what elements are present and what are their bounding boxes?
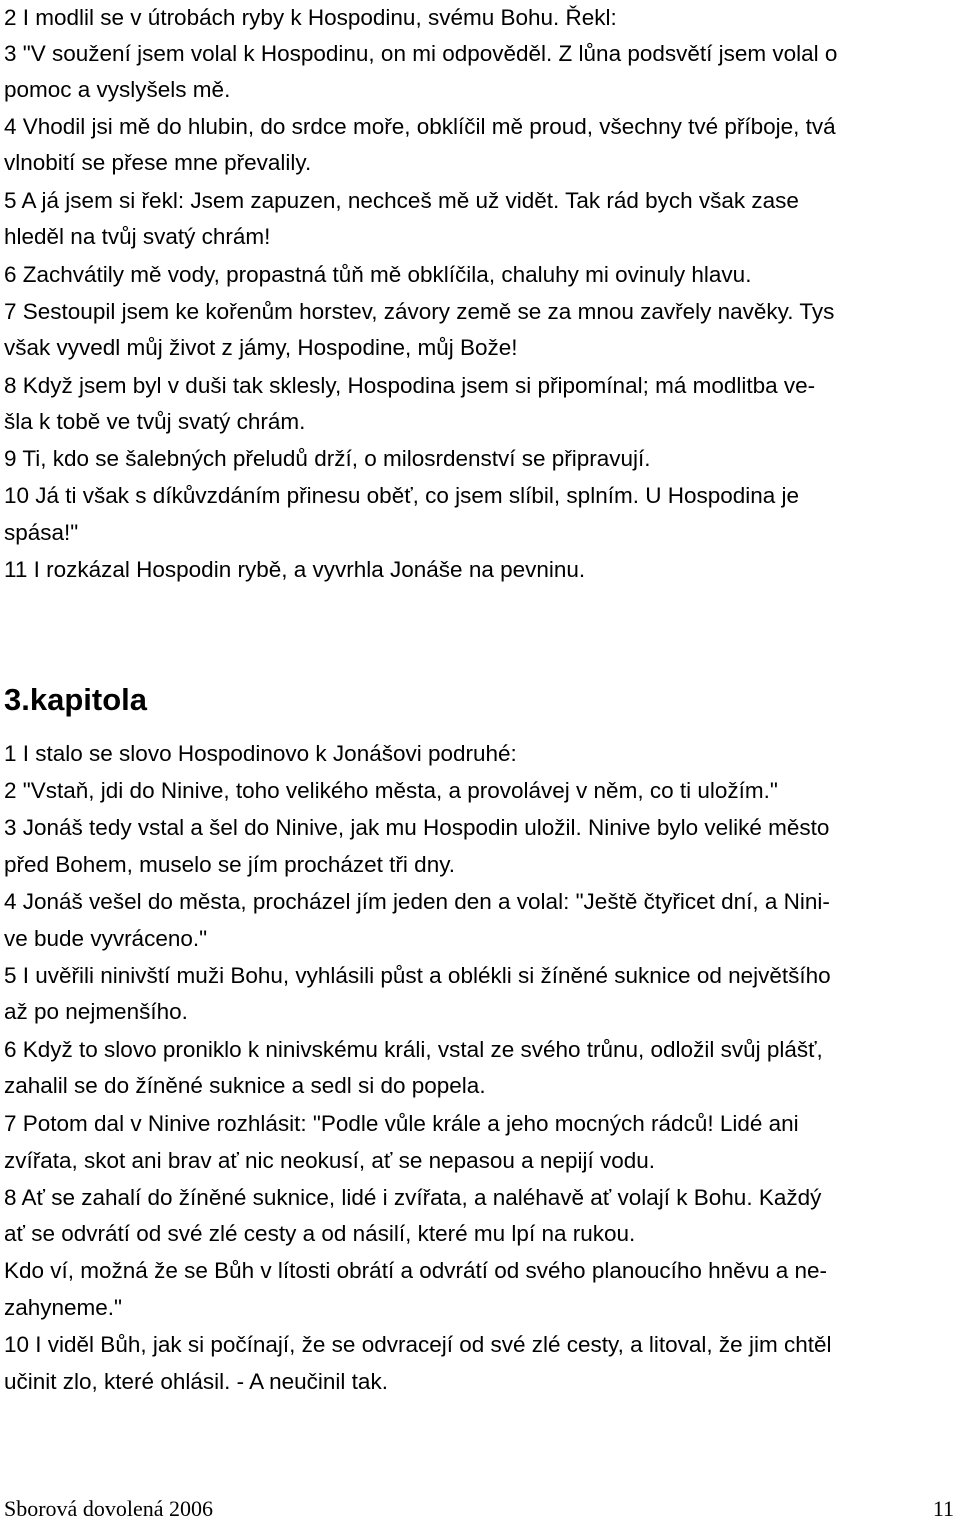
text-line: 7 Potom dal v Ninive rozhlásit: "Podle vůle krále a jeho mocných rádců! Lidé ani <box>4 1111 799 1136</box>
text-line: vlnobití se přese mne převalily. <box>4 150 312 175</box>
text-line: před Bohem, muselo se jím procházet tři dny. <box>4 852 456 877</box>
text-line: 5 I uvěřili ninivští muži Bohu, vyhlásili půst a oblékli si žíněné suknice od největšího <box>4 963 831 988</box>
text-line: pomoc a vyslyšels mě. <box>4 77 231 102</box>
text-line: 3 Jonáš tedy vstal a šel do Ninive, jak mu Hospodin uložil. Ninive bylo veliké město <box>4 815 830 840</box>
text-line: 2 I modlil se v útrobách ryby k Hospodinu, svému Bohu. Řekl: <box>4 5 617 30</box>
text-line: 1 I stalo se slovo Hospodinovo k Jonášovi podruhé: <box>4 741 517 766</box>
text-line: zahalil se do žíněné suknice a sedl si do popela. <box>4 1073 486 1098</box>
text-line: 7 Sestoupil jsem ke kořenům horstev, závory země se za mnou zavřely navěky. Tys <box>4 299 835 324</box>
text-line: 10 Já ti však s díkůvzdáním přinesu oběť, co jsem slíbil, splním. U Hospodina je <box>4 483 800 508</box>
text-line: 3 "V soužení jsem volal k Hospodinu, on mi odpověděl. Z lůna podsvětí jsem volal o <box>4 41 838 66</box>
text-line: 10 I viděl Bůh, jak si počínají, že se odvracejí od své zlé cesty, a litoval, že jim chtěl <box>4 1332 832 1357</box>
text-line: 5 A já jsem si řekl: Jsem zapuzen, nechceš mě už vidět. Tak rád bych však zase <box>4 188 799 213</box>
text-line: hleděl na tvůj svatý chrám! <box>4 224 271 249</box>
text-line: zvířata, skot ani brav ať nic neokusí, ať se nepasou a nepijí vodu. <box>4 1148 656 1173</box>
text-line: 11 I rozkázal Hospodin rybě, a vyvrhla Jonáše na pevninu. <box>4 557 586 582</box>
text-line: 2 "Vstaň, jdi do Ninive, toho velikého města, a provolávej v něm, co ti uložím." <box>4 778 778 803</box>
text-line: zahyneme." <box>4 1295 123 1320</box>
text-line: 9 Ti, kdo se šalebných přeludů drží, o milosrdenství se připravují. <box>4 446 651 471</box>
page-number: 11 <box>932 1496 954 1521</box>
text-line: však vyvedl můj život z jámy, Hospodine, můj Bože! <box>4 335 518 360</box>
text-line: Kdo ví, možná že se Bůh v lítosti obrátí a odvrátí od svého planoucího hněvu a ne- <box>4 1258 827 1283</box>
text-line: ať se odvrátí od své zlé cesty a od násilí, které mu lpí na rukou. <box>4 1221 636 1246</box>
text-line: 6 Zachvátily mě vody, propastná tůň mě obklíčila, chaluhy mi ovinuly hlavu. <box>4 262 752 287</box>
footer-title: Sborová dovolená 2006 <box>4 1496 213 1521</box>
text-line: 8 Ať se zahalí do žíněné suknice, lidé i zvířata, a naléhavě ať volají k Bohu. Každý <box>4 1185 822 1210</box>
text-line: až po nejmenšího. <box>4 999 188 1024</box>
text-line: učinit zlo, které ohlásil. - A neučinil tak. <box>4 1369 388 1394</box>
chapter-heading: 3.kapitola <box>4 682 147 717</box>
text-line: šla k tobě ve tvůj svatý chrám. <box>4 409 306 434</box>
text-line: 6 Když to slovo proniklo k ninivskému králi, vstal ze svého trůnu, odložil svůj plášť, <box>4 1037 823 1062</box>
text-line: 4 Vhodil jsi mě do hlubin, do srdce moře, obklíčil mě proud, všechny tvé příboje, tvá <box>4 114 836 139</box>
text-line: ve bude vyvráceno." <box>4 926 208 951</box>
text-line: 8 Když jsem byl v duši tak sklesly, Hospodina jsem si připomínal; má modlitba ve- <box>4 373 816 398</box>
text-line: spása!" <box>4 520 79 545</box>
text-line: 4 Jonáš vešel do města, procházel jím jeden den a volal: "Ještě čtyřicet dní, a Nini- <box>4 889 830 914</box>
